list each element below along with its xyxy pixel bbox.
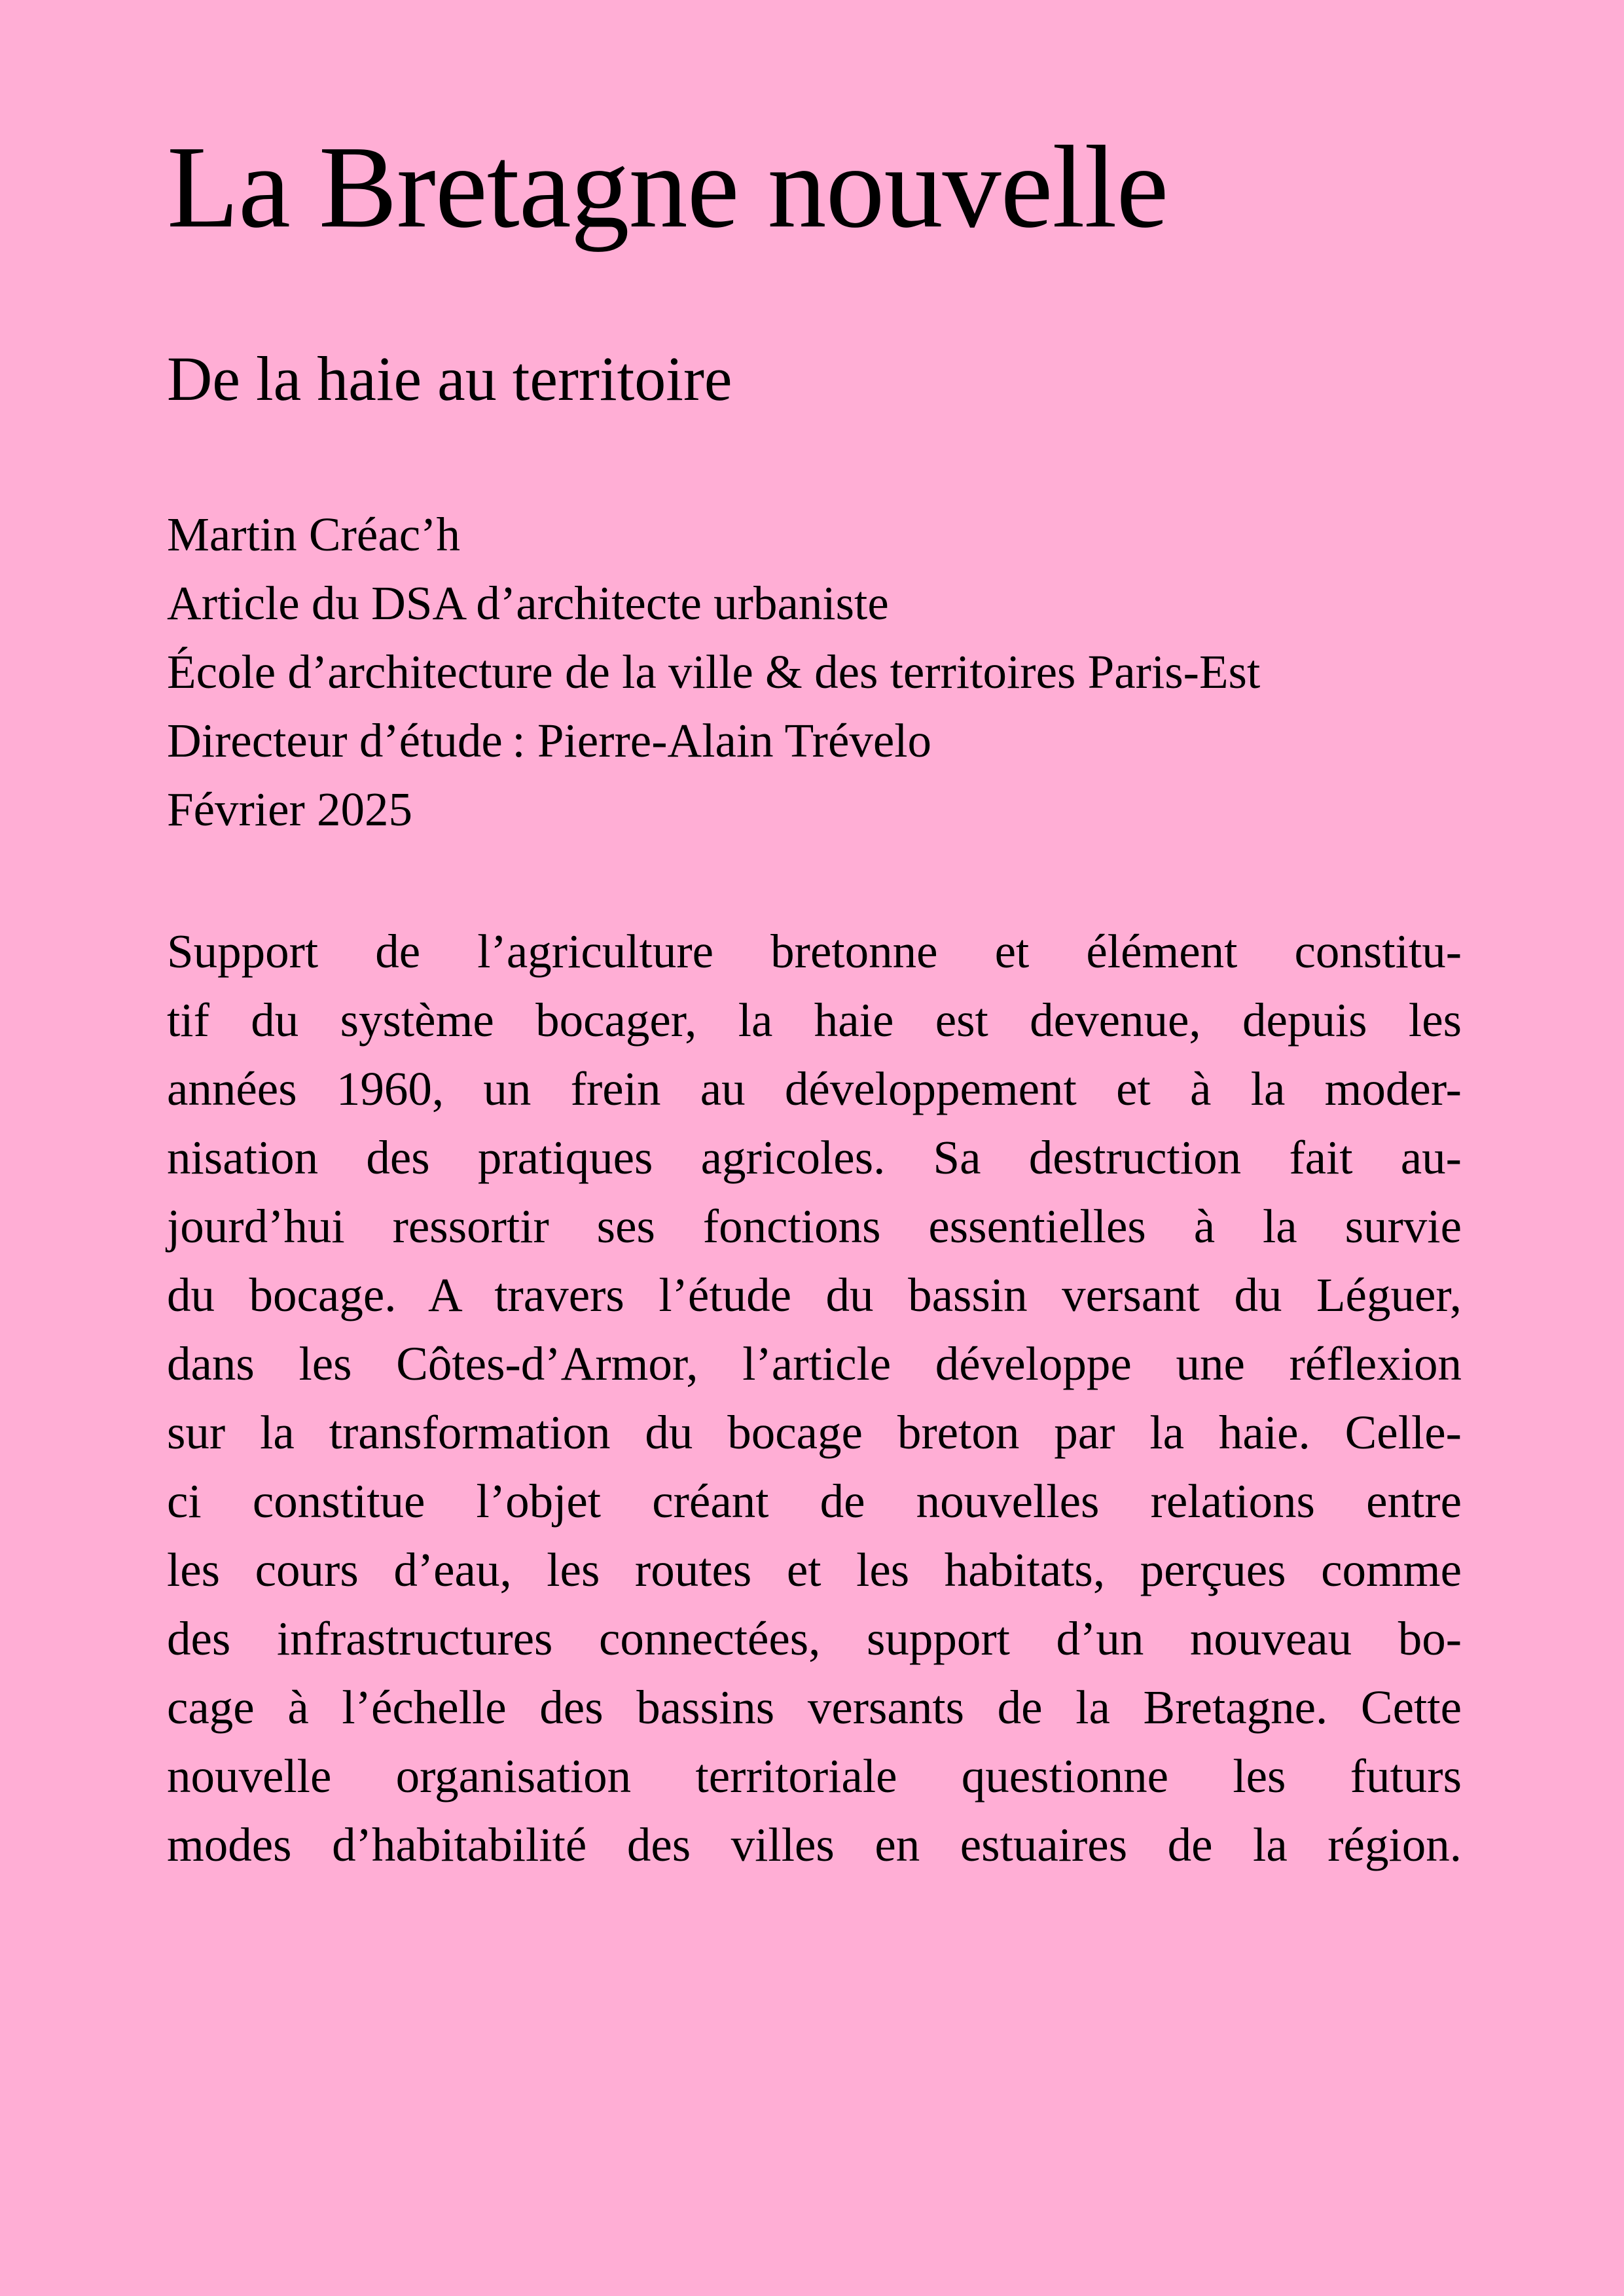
abstract-line: nouvelle organisation territoriale questionne les futurs [167, 1749, 1462, 1803]
abstract-line: jourd’hui ressortir ses fonctions essentielles à la survie [167, 1200, 1462, 1253]
author-school: École d’architecture de la ville & des territoires Paris-Est [167, 645, 1261, 699]
author-block [167, 500, 1462, 844]
author-director: Directeur d’étude : Pierre-Alain Trévelo [167, 714, 932, 768]
abstract-line: Support de l’agriculture bretonne et élément constitu- [167, 925, 1462, 978]
abstract-line: dans les Côtes-d’Armor, l’article développe une réflexion [167, 1337, 1462, 1391]
abstract-line: les cours d’eau, les routes et les habitats, perçues comme [167, 1543, 1462, 1597]
abstract-line: sur la transformation du bocage breton par la haie. Celle- [167, 1406, 1462, 1460]
author-name: Martin Créac’h [167, 508, 460, 562]
author-date: Février 2025 [167, 783, 413, 836]
abstract-line: années 1960, un frein au développement et à la moder- [167, 1062, 1462, 1116]
page-subtitle: De la haie au territoire [167, 343, 732, 414]
abstract-paragraph [167, 917, 1462, 1879]
abstract-line: du bocage. A travers l’étude du bassin versant du Léguer, [167, 1268, 1462, 1322]
author-article: Article du DSA d’architecte urbaniste [167, 577, 889, 630]
abstract-line: nisation des pratiques agricoles. Sa destruction fait au- [167, 1131, 1462, 1185]
abstract-line: tif du système bocager, la haie est devenue, depuis les [167, 994, 1462, 1047]
abstract-line: des infrastructures connectées, support d’un nouveau bo- [167, 1612, 1462, 1666]
abstract-line: ci constitue l’objet créant de nouvelles relations entre [167, 1475, 1462, 1528]
page-title: La Bretagne nouvelle [167, 122, 1168, 252]
abstract-line: modes d’habitabilité des villes en estuaires de la région. [167, 1818, 1462, 1872]
abstract-line: cage à l’échelle des bassins versants de la Bretagne. Cette [167, 1681, 1462, 1734]
